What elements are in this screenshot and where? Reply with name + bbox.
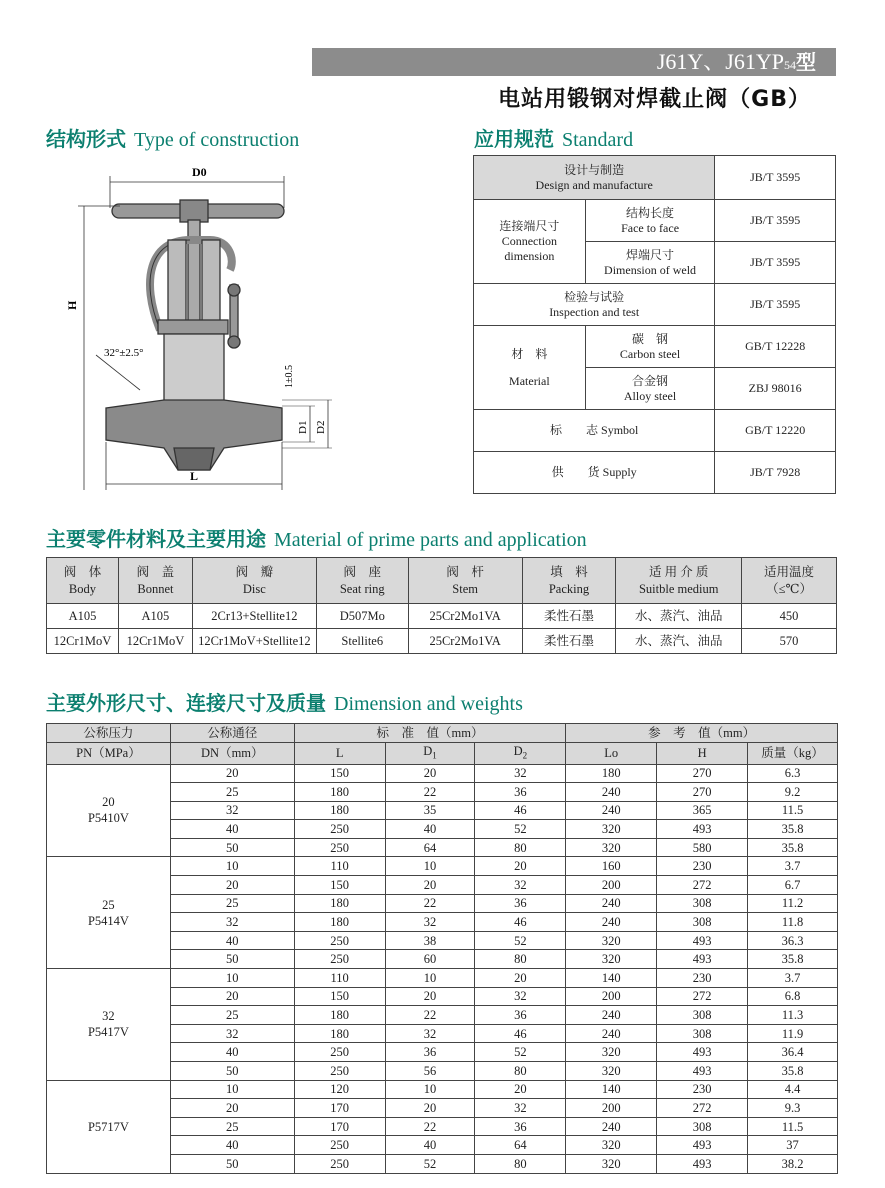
table-cell: 11.9 (748, 1024, 838, 1043)
table-cell: 493 (657, 1154, 748, 1173)
pressure-group-cell (47, 1080, 171, 1173)
table-cell: 36 (475, 783, 566, 802)
table-cell: 160 (566, 857, 657, 876)
table-cell: 46 (475, 913, 566, 932)
supply-value: JB/T 7928 (715, 452, 836, 494)
table-cell: 250 (294, 1062, 385, 1081)
material-cell: 材 料 Material (474, 326, 586, 410)
table-cell: 240 (566, 913, 657, 932)
parts-header-disc: 阀 瓣 Disc (192, 558, 316, 604)
table-cell: 180 (294, 801, 385, 820)
table-cell: 6.8 (748, 987, 838, 1006)
carbon-value: GB/T 12228 (715, 326, 836, 368)
table-cell: 250 (294, 1043, 385, 1062)
table-cell: 230 (657, 969, 748, 988)
table-cell: 140 (566, 1080, 657, 1099)
table-cell: 180 (294, 783, 385, 802)
pressure-code: P5410V (87, 811, 129, 826)
table-cell: 200 (566, 876, 657, 895)
carbon-cell: 碳 钢 Carbon steel (585, 326, 715, 368)
parts-header-bonnet: 阀 盖 Bonnet (118, 558, 192, 604)
dimensions-table (46, 723, 838, 1174)
table-cell: 150 (294, 987, 385, 1006)
table-cell: 46 (475, 1024, 566, 1043)
table-cell: 180 (294, 1024, 385, 1043)
table-cell: 240 (566, 1117, 657, 1136)
table-cell: 20 (170, 1099, 294, 1118)
table-cell: 25 (170, 1117, 294, 1136)
table-cell: 493 (657, 931, 748, 950)
table-cell: 80 (475, 1062, 566, 1081)
table-cell: 3.7 (748, 969, 838, 988)
table-cell: 20 (385, 1099, 475, 1118)
alloy-value: ZBJ 98016 (715, 368, 836, 410)
label-d1: D1 (297, 420, 309, 434)
table-cell: 38.2 (748, 1154, 838, 1173)
parts-header-medium: 适 用 介 质 Suitble medium (616, 558, 742, 604)
standard-table (473, 155, 836, 494)
table-cell: 64 (475, 1136, 566, 1155)
pressure-code: P5717V (87, 1119, 129, 1134)
table-cell: 60 (385, 950, 475, 969)
table-cell: 240 (566, 801, 657, 820)
table-cell: 320 (566, 1154, 657, 1173)
table-cell: 10 (170, 969, 294, 988)
table-cell: 35.8 (748, 838, 838, 857)
table-cell: 56 (385, 1062, 475, 1081)
table-cell: 230 (657, 1080, 748, 1099)
table-cell: 22 (385, 783, 475, 802)
label-l: L (190, 469, 199, 483)
table-cell: 50 (170, 950, 294, 969)
parts-header-body: 阀 体 Body (47, 558, 119, 604)
table-cell: 200 (566, 987, 657, 1006)
insp-value: JB/T 3595 (715, 284, 836, 326)
model-bar (312, 48, 836, 76)
table-cell: 52 (475, 931, 566, 950)
table-cell: 32 (170, 913, 294, 932)
table-cell: 52 (475, 1043, 566, 1062)
table-cell: 9.2 (748, 783, 838, 802)
table-cell: 11.3 (748, 1006, 838, 1025)
table-cell: 308 (657, 1117, 748, 1136)
table-cell: 120 (294, 1080, 385, 1099)
table-cell: 110 (294, 969, 385, 988)
table-cell: 36.4 (748, 1043, 838, 1062)
table-cell: 20 (475, 857, 566, 876)
table-cell: 20 (170, 764, 294, 783)
parts-header-stem: 阀 杆 Stem (408, 558, 522, 604)
table-cell: 37 (748, 1136, 838, 1155)
parts-row: A105 A105 2Cr13+Stellite12 D507Mo 25Cr2Mo1VA 柔性石墨 水、蒸汽、油品 450 (47, 604, 837, 629)
table-cell: 35.8 (748, 820, 838, 839)
table-row (47, 1080, 838, 1099)
table-cell: 493 (657, 1136, 748, 1155)
conn-cell: 连接端尺寸 Connection dimension (474, 200, 586, 284)
table-cell: 80 (475, 950, 566, 969)
design-cell: 设计与制造 Design and manufacture (474, 156, 715, 200)
table-cell: 272 (657, 987, 748, 1006)
table-cell: 250 (294, 1154, 385, 1173)
table-cell: 10 (385, 857, 475, 876)
table-cell: 6.3 (748, 764, 838, 783)
design-value: JB/T 3595 (715, 156, 836, 200)
label-d0: D0 (192, 165, 207, 179)
table-cell: 10 (385, 1080, 475, 1099)
symbol-cell: 标 志 Symbol (474, 410, 715, 452)
table-cell: 36 (385, 1043, 475, 1062)
header-dn: 公称通径 (170, 724, 294, 743)
table-cell: 180 (566, 764, 657, 783)
table-cell: 40 (170, 931, 294, 950)
table-cell: 250 (294, 1136, 385, 1155)
table-cell: 36 (475, 1117, 566, 1136)
table-cell: 20 (385, 764, 475, 783)
page-title: 电站用锻钢对焊截止阀（GB） (498, 87, 811, 112)
pressure-value: 25 (102, 897, 115, 912)
table-cell: 240 (566, 1024, 657, 1043)
table-cell: 180 (294, 913, 385, 932)
weld-value: JB/T 3595 (715, 242, 836, 284)
face-cell: 结构长度 Face to face (585, 200, 715, 242)
table-cell: 250 (294, 838, 385, 857)
table-cell: 320 (566, 1136, 657, 1155)
parts-table (46, 557, 837, 654)
table-cell: 320 (566, 820, 657, 839)
table-cell: 170 (294, 1117, 385, 1136)
table-cell: 36 (475, 894, 566, 913)
table-cell: 11.5 (748, 1117, 838, 1136)
table-cell: 35.8 (748, 1062, 838, 1081)
pressure-code: P5414V (87, 913, 129, 928)
table-cell: 22 (385, 1117, 475, 1136)
table-cell: 308 (657, 1024, 748, 1043)
table-cell: 40 (170, 1136, 294, 1155)
table-cell: 36.3 (748, 931, 838, 950)
table-cell: 40 (170, 820, 294, 839)
header-l: L (294, 743, 385, 765)
table-cell: 20 (170, 987, 294, 1006)
table-cell: 32 (475, 764, 566, 783)
valve-drawing (60, 160, 360, 500)
table-cell: 150 (294, 764, 385, 783)
dimensions-section-title: 主要外形尺寸、连接尺寸及质量 Dimension and weights (46, 691, 523, 715)
parts-header-temp: 适用温度 （≤℃） (742, 558, 837, 604)
model-number: J61Y、J61YP54型 (656, 49, 816, 74)
standard-section-title: 应用规范 Standard (474, 127, 634, 151)
parts-section-title: 主要零件材料及主要用途 Material of prime parts and application (46, 527, 587, 551)
table-cell: 250 (294, 931, 385, 950)
header-dn-unit: DN（mm） (170, 743, 294, 765)
table-cell: 40 (385, 1136, 475, 1155)
table-cell: 320 (566, 931, 657, 950)
table-cell: 40 (385, 820, 475, 839)
table-cell: 22 (385, 1006, 475, 1025)
label-tol: 1±0.5 (284, 365, 295, 388)
table-cell: 32 (475, 1099, 566, 1118)
header-d2: $D_2$ (475, 743, 566, 765)
table-cell: 320 (566, 950, 657, 969)
table-cell: 493 (657, 950, 748, 969)
table-cell: 32 (475, 987, 566, 1006)
table-cell: 3.7 (748, 857, 838, 876)
table-cell: 80 (475, 838, 566, 857)
table-cell: 64 (385, 838, 475, 857)
table-cell: 9.3 (748, 1099, 838, 1118)
table-cell: 11.2 (748, 894, 838, 913)
table-cell: 32 (170, 801, 294, 820)
table-cell: 50 (170, 838, 294, 857)
parts-header-packing: 填 料 Packing (522, 558, 616, 604)
table-cell: 32 (170, 1024, 294, 1043)
table-cell: 40 (170, 1043, 294, 1062)
header-pn-unit: PN（MPa） (47, 743, 171, 765)
table-cell: 272 (657, 1099, 748, 1118)
alloy-cell: 合金钢 Alloy steel (585, 368, 715, 410)
table-cell: 493 (657, 820, 748, 839)
table-cell: 50 (170, 1062, 294, 1081)
face-value: JB/T 3595 (715, 200, 836, 242)
table-cell: 32 (385, 1024, 475, 1043)
table-cell: 20 (475, 1080, 566, 1099)
table-cell: 25 (170, 894, 294, 913)
table-cell: 493 (657, 1062, 748, 1081)
table-cell: 320 (566, 838, 657, 857)
header-h: H (657, 743, 748, 765)
table-cell: 80 (475, 1154, 566, 1173)
table-cell: 35.8 (748, 950, 838, 969)
construction-section-title: 结构形式 Type of construction (46, 127, 300, 151)
table-cell: 11.5 (748, 801, 838, 820)
header-lo: Lo (566, 743, 657, 765)
table-cell: 240 (566, 1006, 657, 1025)
table-cell: 308 (657, 1006, 748, 1025)
header-pn: 公称压力 (47, 724, 171, 743)
table-cell: 180 (294, 1006, 385, 1025)
label-d2: D2 (315, 420, 327, 434)
weld-cell: 焊端尺寸 Dimension of weld (585, 242, 715, 284)
table-cell: 35 (385, 801, 475, 820)
table-cell: 140 (566, 969, 657, 988)
table-row (47, 969, 838, 988)
table-cell: 50 (170, 1154, 294, 1173)
table-cell: 365 (657, 801, 748, 820)
table-cell: 46 (475, 801, 566, 820)
table-cell: 6.7 (748, 876, 838, 895)
table-cell: 11.8 (748, 913, 838, 932)
table-cell: 20 (170, 876, 294, 895)
table-cell: 32 (385, 913, 475, 932)
table-cell: 250 (294, 820, 385, 839)
table-cell: 25 (170, 783, 294, 802)
pressure-code: P5417V (87, 1025, 129, 1040)
table-cell: 110 (294, 857, 385, 876)
table-cell: 308 (657, 913, 748, 932)
table-cell: 25 (170, 1006, 294, 1025)
table-cell: 52 (475, 820, 566, 839)
header-standard: 标 准 值（mm） (294, 724, 566, 743)
table-cell: 10 (385, 969, 475, 988)
table-cell: 272 (657, 876, 748, 895)
label-angle: 32°±2.5° (104, 347, 144, 359)
table-cell: 230 (657, 857, 748, 876)
label-h: H (65, 300, 79, 310)
supply-cell: 供 货 Supply (474, 452, 715, 494)
table-cell: 10 (170, 1080, 294, 1099)
symbol-value: GB/T 12220 (715, 410, 836, 452)
pressure-group-cell (47, 969, 171, 1081)
table-cell: 250 (294, 950, 385, 969)
table-cell: 20 (385, 876, 475, 895)
pressure-group-cell (47, 764, 171, 857)
table-cell: 493 (657, 1043, 748, 1062)
table-cell: 240 (566, 894, 657, 913)
table-cell: 240 (566, 783, 657, 802)
table-cell: 170 (294, 1099, 385, 1118)
table-cell: 52 (385, 1154, 475, 1173)
pressure-value: 32 (102, 1009, 115, 1024)
table-cell: 32 (475, 876, 566, 895)
table-row (47, 764, 838, 783)
pressure-value: 20 (102, 795, 115, 810)
insp-cell: 检验与试验 Inspection and test (474, 284, 715, 326)
header-d1: $D_1$ (385, 743, 475, 765)
table-cell: 270 (657, 783, 748, 802)
table-cell: 22 (385, 894, 475, 913)
table-cell: 10 (170, 857, 294, 876)
table-cell: 180 (294, 894, 385, 913)
table-cell: 580 (657, 838, 748, 857)
table-cell: 4.4 (748, 1080, 838, 1099)
table-cell: 20 (385, 987, 475, 1006)
table-cell: 270 (657, 764, 748, 783)
table-cell: 320 (566, 1043, 657, 1062)
table-cell: 36 (475, 1006, 566, 1025)
pressure-group-cell (47, 857, 171, 969)
table-cell: 308 (657, 894, 748, 913)
table-cell: 150 (294, 876, 385, 895)
parts-row: 12Cr1MoV 12Cr1MoV 12Cr1MoV+Stellite12 Stellite6 25Cr2Mo1VA 柔性石墨 水、蒸汽、油品 570 (47, 629, 837, 654)
table-cell: 200 (566, 1099, 657, 1118)
header-reference: 参 考 值（mm） (566, 724, 838, 743)
table-cell: 38 (385, 931, 475, 950)
table-row (47, 857, 838, 876)
table-cell: 20 (475, 969, 566, 988)
header-weight: 质量（kg） (748, 743, 838, 765)
parts-header-seat: 阀 座 Seat ring (316, 558, 408, 604)
table-cell: 320 (566, 1062, 657, 1081)
